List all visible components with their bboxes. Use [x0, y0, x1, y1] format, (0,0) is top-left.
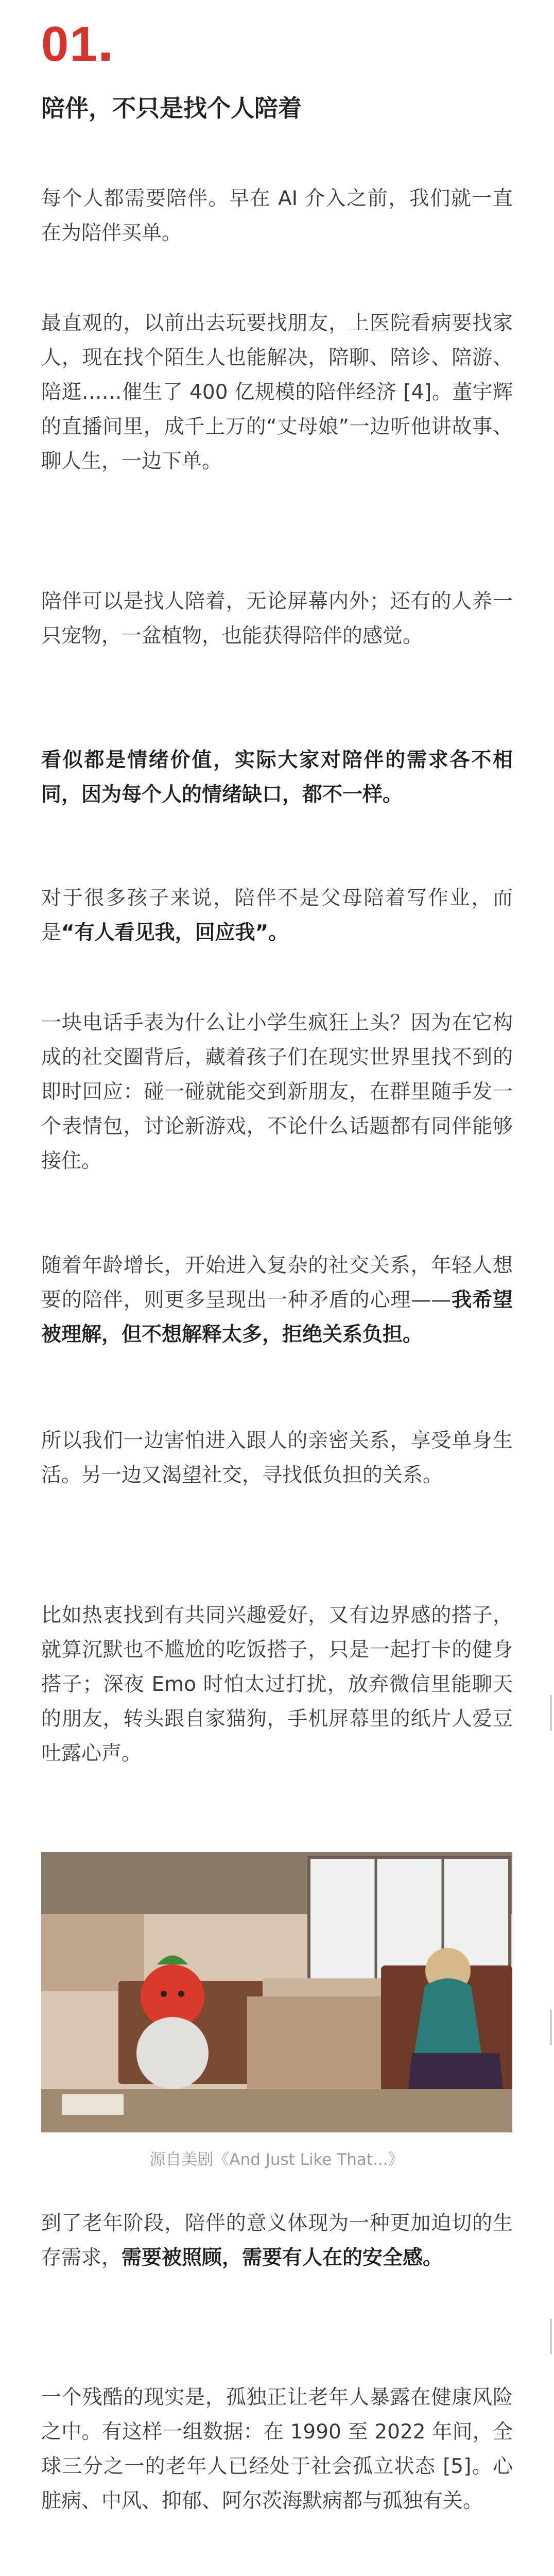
scroll-indicator[interactable] — [550, 1695, 552, 1731]
paragraph-5-bold: “有人看见我，回应我”。 — [61, 921, 289, 944]
paragraph-1: 每个人都需要陪伴。早在 AI 介入之前，我们就一直在为陪伴买单。 — [41, 187, 513, 245]
paragraph-10-bold: 需要被照顾，需要有人在的安全感。 — [122, 2246, 443, 2269]
paragraph-7 — [41, 1248, 513, 1352]
paragraph-10 — [41, 2206, 513, 2275]
tv-still-image — [41, 1852, 512, 2132]
scroll-indicator[interactable] — [550, 2318, 552, 2354]
paragraph-4-bold: 看似都是情绪价值，实际大家对陪伴的需求各不相同，因为每个人的情绪缺口，都不一样。 — [41, 749, 513, 806]
paragraph-11: 一个残酷的现实是，孤独正让老年人暴露在健康风险之中。有这样一组数据：在 1990 至 2022 年间，全球三分之一的老年人已经处于社会孤立状态 [5]。心脏病、中风、抑郁、阿尔茨海默病都与孤独有关。 — [41, 2386, 513, 2513]
section-number: 01 — [41, 19, 110, 70]
paragraph-5 — [41, 881, 513, 950]
section-heading: 陪伴，不只是找个人陪着 — [41, 94, 302, 122]
paragraph-5-text: 对于很多孩子来说，陪伴不是父母陪着写作业，而是 — [41, 887, 513, 944]
paragraph-3: 陪伴可以是找人陪着，无论屏幕内外；还有的人养一只宠物，一盆植物，也能获得陪伴的感觉。 — [41, 590, 513, 648]
paragraph-8: 所以我们一边害怕进入跟人的亲密关系，享受单身生活。另一边又渴望社交，寻找低负担的关系。 — [41, 1429, 513, 1487]
paragraph-10-text: 到了老年阶段，陪伴的意义体现为一种更加迫切的生存需求， — [41, 2212, 513, 2269]
paragraph-6: 一块电话手表为什么让小学生疯狂上头？因为在它构成的社交圈背后，藏着孩子们在现实世界里找不到的即时回应：碰一碰就能交到新朋友，在群里随手发一个表情包，讨论新游戏，不论什么话题都有同伴能够接住。 — [41, 1011, 513, 1173]
paragraph-7-text: 随着年龄增长，开始进入复杂的社交关系，年轻人想要的陪伴，则更多呈现出一种矛盾的心理—— — [41, 1254, 513, 1312]
image-caption: 源自美剧《And Just Like That...》 — [149, 2150, 404, 2169]
paragraph-7-bold: 我希望被理解，但不想解释太多，拒绝关系负担。 — [41, 1289, 513, 1346]
paragraph-2: 最直观的，以前出去玩要找朋友，上医院看病要找家人，现在找个陌生人也能解决，陪聊、陪诊、陪游、陪逛……催生了 400 亿规模的陪伴经济 [4]。董宇辉的直播间里，成千上万的“丈母娘”一边听他讲故事、聊人生，一边下单。 — [41, 312, 513, 473]
scroll-indicator[interactable] — [550, 2009, 552, 2045]
paragraph-9: 比如热衷找到有共同兴趣爱好，又有边界感的搭子，就算沉默也不尴尬的吃饭搭子，只是一起打卡的健身搭子；深夜 Emo 时怕太过打扰，放弃微信里能聊天的朋友，转头跟自家猫狗，手机屏幕里的纸片人爱豆吐露心声。 — [41, 1604, 513, 1765]
tv-still-illustration — [41, 1852, 512, 2132]
paragraph-4 — [41, 743, 513, 812]
section-number-dot — [101, 53, 110, 61]
